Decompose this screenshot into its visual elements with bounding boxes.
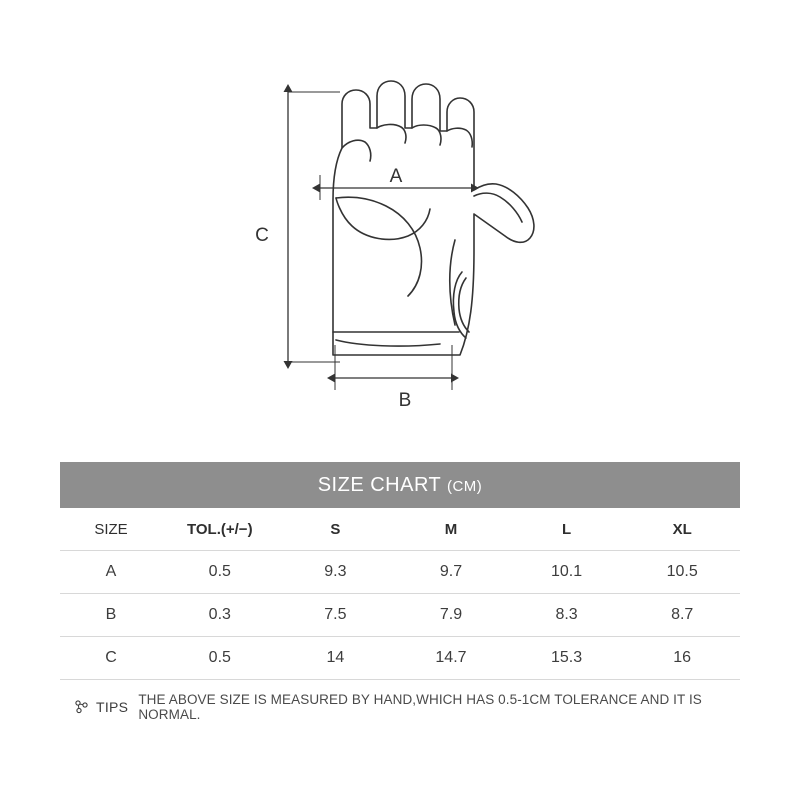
cell-l: 15.3 bbox=[509, 637, 625, 680]
cell-size: C bbox=[60, 637, 162, 680]
table-row bbox=[60, 637, 740, 680]
size-chart bbox=[60, 462, 740, 722]
cell-size: B bbox=[60, 594, 162, 637]
dimension-a bbox=[320, 166, 472, 200]
cell-m: 9.7 bbox=[393, 551, 509, 594]
size-chart-title-text: SIZE CHART bbox=[317, 474, 441, 496]
tips-row bbox=[60, 692, 740, 722]
table-header-row bbox=[60, 508, 740, 551]
cell-m: 7.9 bbox=[393, 594, 509, 637]
glove-outline bbox=[333, 81, 534, 355]
cell-xl: 8.7 bbox=[624, 594, 740, 637]
label-b: B bbox=[398, 390, 412, 411]
size-chart-table bbox=[60, 508, 740, 680]
tips-label: TIPS bbox=[96, 699, 129, 715]
col-header-l: L bbox=[509, 508, 625, 551]
cell-tol: 0.5 bbox=[162, 551, 278, 594]
col-header-m: M bbox=[393, 508, 509, 551]
cell-size: A bbox=[60, 551, 162, 594]
dimension-c bbox=[255, 92, 340, 362]
cell-tol: 0.5 bbox=[162, 637, 278, 680]
tips-dots-icon bbox=[74, 699, 90, 715]
tips-text: THE ABOVE SIZE IS MEASURED BY HAND,WHICH HAS 0.5-1CM TOLERANCE AND IT IS NORMAL. bbox=[138, 692, 702, 722]
label-a: A bbox=[389, 166, 403, 187]
col-header-tolerance: TOL.(+/−) bbox=[162, 508, 278, 551]
table-row bbox=[60, 551, 740, 594]
cell-tol: 0.3 bbox=[162, 594, 278, 637]
cell-l: 10.1 bbox=[509, 551, 625, 594]
cell-xl: 10.5 bbox=[624, 551, 740, 594]
cell-s: 14 bbox=[278, 637, 394, 680]
cell-s: 7.5 bbox=[278, 594, 394, 637]
cell-s: 9.3 bbox=[278, 551, 394, 594]
size-chart-title bbox=[60, 462, 740, 508]
cell-l: 8.3 bbox=[509, 594, 625, 637]
cell-xl: 16 bbox=[624, 637, 740, 680]
cell-m: 14.7 bbox=[393, 637, 509, 680]
col-header-xl: XL bbox=[624, 508, 740, 551]
table-row bbox=[60, 594, 740, 637]
label-c: C bbox=[255, 225, 269, 246]
size-chart-unit: (CM) bbox=[446, 478, 483, 495]
col-header-size: SIZE bbox=[60, 508, 162, 551]
col-header-s: S bbox=[278, 508, 394, 551]
